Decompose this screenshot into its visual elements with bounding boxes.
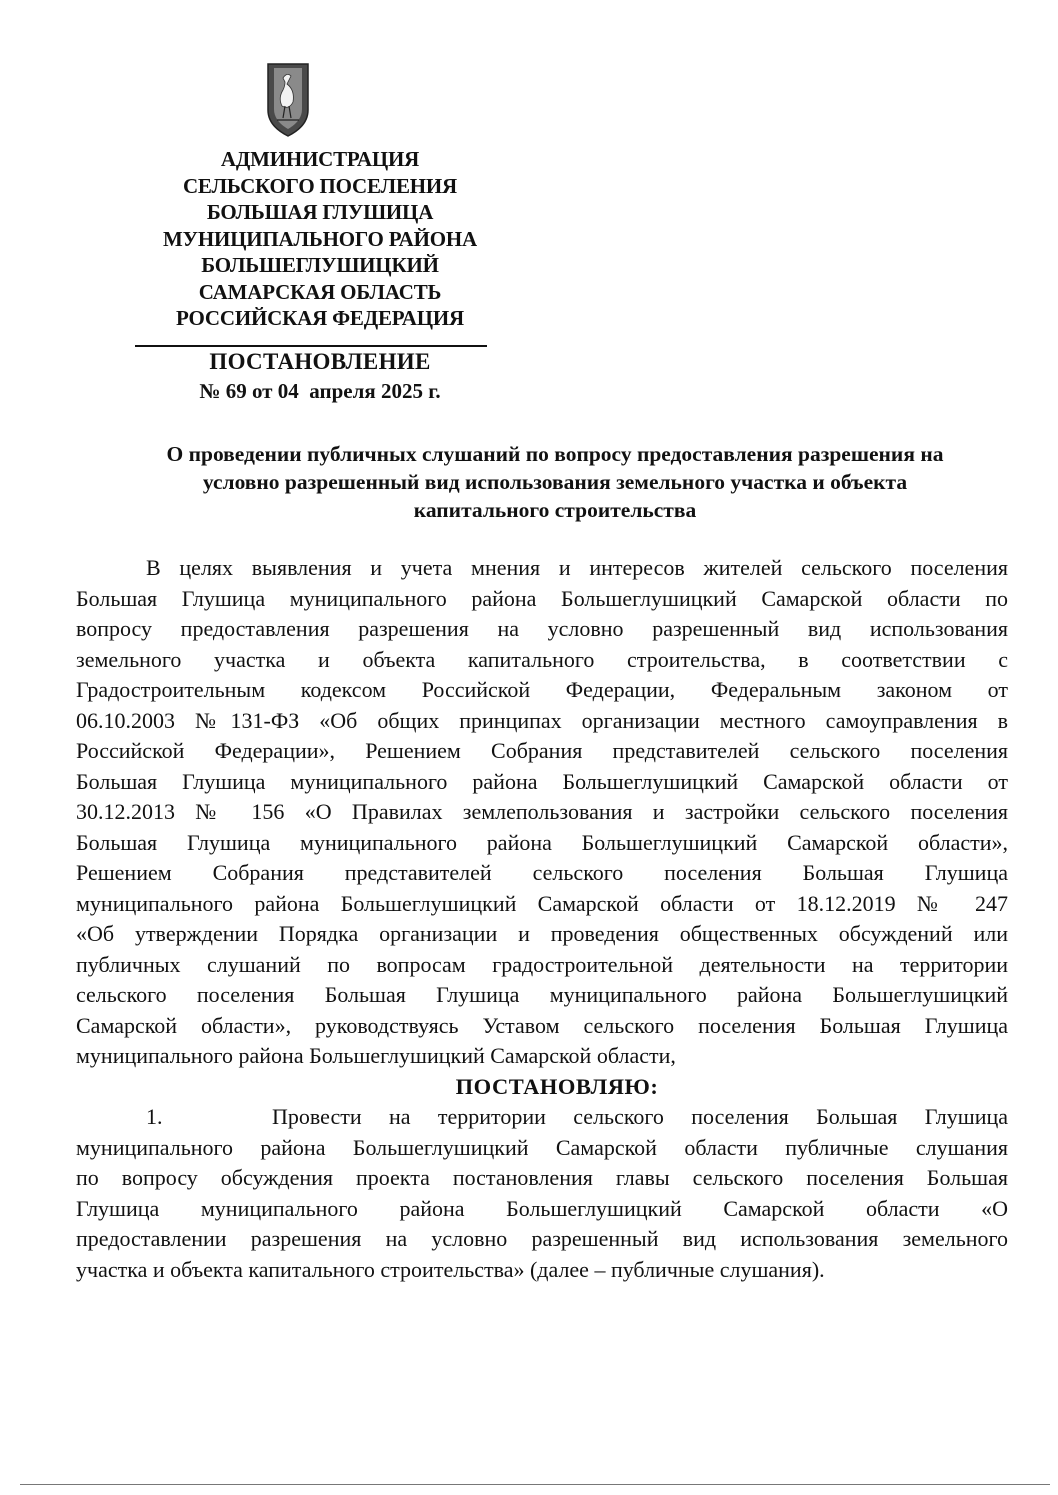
document-type: ПОСТАНОВЛЕНИЕ: [209, 349, 431, 374]
document-subject: [90, 440, 1020, 524]
header-line: БОЛЬШАЯ ГЛУШИЦА: [206, 200, 434, 224]
subject-line: О проведении публичных слушаний по вопросу предоставления разрешения на: [166, 442, 944, 466]
organization-header: [100, 146, 540, 332]
header-line: БОЛЬШЕГЛУШИЦКИЙ: [201, 253, 439, 277]
scan-edge-line: [20, 1484, 1050, 1485]
header-divider: [135, 345, 487, 347]
preamble-line: сельского поселения Большая Глушица муниципального района Большеглушицкий: [76, 982, 1008, 1007]
header-line: СЕЛЬСКОГО ПОСЕЛЕНИЯ: [182, 173, 458, 198]
preamble-line: 06.10.2003 №131-ФЗ «Об общих принципах организации местного самоуправления в: [76, 707, 1008, 733]
item-line: по вопросу обсуждения проекта постановления главы сельского поселения Большая: [76, 1165, 1008, 1190]
preamble-line: 30.12.2013 № 156 «О Правилах землепользования и застройки сельского поселения: [76, 799, 1008, 824]
item-line: предоставлении разрешения на условно разрешенный вид использования земельного: [76, 1226, 1008, 1251]
preamble-line: муниципального района Большеглушицкий Самарской области,: [76, 1043, 676, 1068]
preamble-line: Большая Глушица муниципального района Большеглушицкий Самарской области от: [76, 768, 1008, 794]
subject-line: условно разрешенный вид использования земельного участка и объекта: [202, 470, 908, 494]
header-line: САМАРСКАЯ ОБЛАСТЬ: [198, 279, 442, 304]
item-line: Глушица муниципального района Большеглушицкий Самарской области «О: [76, 1195, 1008, 1221]
preamble-line: вопросу предоставления разрешения на условно разрешенный вид использования: [76, 616, 1008, 641]
preamble-line: Градостроительным кодексом Российской Федерации, Федеральным законом от: [76, 677, 1008, 702]
decree-heading: ПОСТАНОВЛЯЮ:: [455, 1073, 659, 1099]
item-number: 1.: [146, 1104, 163, 1129]
preamble-line: муниципального района Большеглушицкий Самарской области от 18.12.2019 № 247: [76, 890, 1008, 916]
header-line: АДМИНИСТРАЦИЯ: [220, 147, 420, 171]
preamble-line: Российской Федерации», Решением Собрания представителей сельского поселения: [76, 738, 1008, 763]
item-line: муниципального района Большеглушицкий Самарской области публичные слушания: [76, 1134, 1008, 1160]
document-number: № 69 от 04 апреля 2025 г.: [199, 379, 441, 403]
subject-line: капитального строительства: [413, 498, 697, 522]
preamble-line: «Об утверждении Порядка организации и проведения общественных обсуждений или: [76, 921, 1008, 946]
preamble-line: Большая Глушица муниципального района Большеглушицкий Самарской области по: [76, 585, 1008, 611]
preamble-line: Решением Собрания представителей сельского поселения Большая Глушица: [76, 860, 1008, 885]
header-line: МУНИЦИПАЛЬНОГО РАЙОНА: [163, 226, 477, 251]
coat-of-arms-icon: [265, 60, 311, 140]
preamble-line: Большая Глушица муниципального района Большеглушицкий Самарской области»,: [76, 829, 1008, 855]
preamble-line: Самарской области», руководствуясь Уставом сельского поселения Большая Глушица: [76, 1012, 1008, 1038]
document-body: [76, 553, 1008, 1285]
preamble-line: публичных слушаний по вопросам градостроительной деятельности на территории: [76, 951, 1008, 977]
preamble-line: земельного участка и объекта капитального строительства, в соответствии с: [76, 646, 1008, 672]
item-line: участка и объекта капитального строительства» (далее – публичные слушания).: [76, 1256, 825, 1282]
preamble-line: В целях выявления и учета мнения и интересов жителей сельского поселения: [146, 555, 1008, 580]
header-line: РОССИЙСКАЯ ФЕДЕРАЦИЯ: [176, 306, 464, 330]
item-line: [76, 1102, 1008, 1133]
item-text: Провести на территории сельского поселения Большая Глушица: [271, 1104, 1009, 1129]
